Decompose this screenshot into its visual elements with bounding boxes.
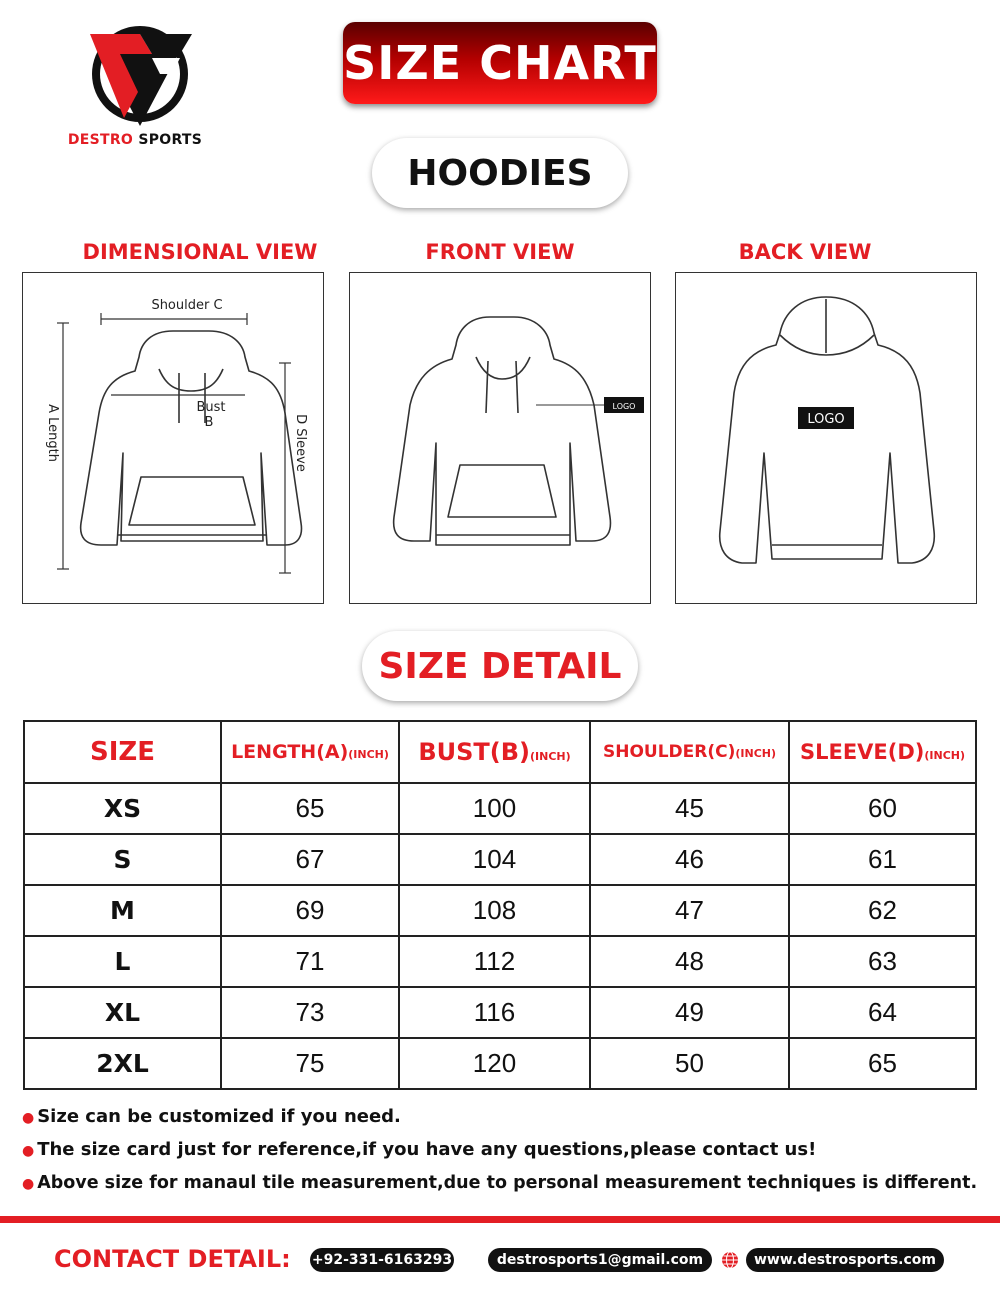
table-row: [24, 1038, 976, 1089]
shoulder-cell: 50: [590, 1038, 789, 1089]
note-text: The size card just for reference,if you have any questions,please contact us!: [37, 1139, 817, 1160]
sleeve-cell: 62: [789, 885, 976, 936]
column-header-unit: (INCH): [530, 750, 571, 763]
hoodie-dimensional-drawing: [23, 273, 323, 603]
column-header-length: [221, 721, 399, 783]
length-cell: 67: [221, 834, 399, 885]
table-row: [24, 885, 976, 936]
back-view-panel: [675, 272, 977, 604]
bust-cell: 100: [399, 783, 590, 834]
shoulder-cell: 47: [590, 885, 789, 936]
page-title: SIZE CHART: [343, 22, 657, 104]
dimensional-view-panel: [22, 272, 324, 604]
column-header-shoulder: [590, 721, 789, 783]
email-address[interactable]: destrosports1@gmail.com: [488, 1248, 712, 1272]
size-table: [23, 720, 977, 1090]
column-header-label: BUST(B): [418, 738, 531, 766]
destro-logo-icon: [80, 14, 200, 134]
note-item: [22, 1170, 982, 1203]
bust-cell: 108: [399, 885, 590, 936]
note-item: [22, 1104, 982, 1137]
size-cell: L: [24, 936, 221, 987]
shoulder-cell: 49: [590, 987, 789, 1038]
column-header-label: SLEEVE(D): [799, 740, 925, 764]
size-cell: XL: [24, 987, 221, 1038]
front-view-panel: [349, 272, 651, 604]
bust-cell: 120: [399, 1038, 590, 1089]
table-row: [24, 987, 976, 1038]
hoodie-back-drawing: [676, 273, 976, 603]
globe-icon: [721, 1251, 739, 1269]
column-header-bust: [399, 721, 590, 783]
brand-logo: [80, 14, 200, 134]
column-header-label: LENGTH(A): [231, 741, 349, 763]
footer-divider: [0, 1216, 1000, 1223]
size-detail-heading: SIZE DETAIL: [362, 631, 638, 701]
size-cell: 2XL: [24, 1038, 221, 1089]
contact-label: CONTACT DETAIL:: [54, 1245, 291, 1273]
dimensional-view-heading: DIMENSIONAL VIEW: [82, 240, 318, 264]
length-cell: 65: [221, 783, 399, 834]
size-cell: S: [24, 834, 221, 885]
product-title: HOODIES: [372, 138, 628, 208]
hoodie-front-drawing: [350, 273, 650, 603]
bust-letter-label: B: [204, 415, 214, 430]
shoulder-cell: 48: [590, 936, 789, 987]
length-label: A Length: [45, 404, 60, 462]
note-text: Above size for manaul tile measurement,due to personal measurement techniques is different.: [37, 1173, 978, 1193]
brand-name-part2: SPORTS: [133, 132, 203, 148]
note-item: [22, 1137, 982, 1170]
brand-name-part1: DESTRO: [67, 132, 134, 148]
sleeve-cell: 61: [789, 834, 976, 885]
column-header-sleeve: [789, 721, 976, 783]
sleeve-cell: 63: [789, 936, 976, 987]
column-header-label: SHOULDER(C): [602, 742, 736, 762]
bust-cell: 104: [399, 834, 590, 885]
length-cell: 71: [221, 936, 399, 987]
bullet-icon: ●: [22, 1143, 35, 1159]
size-cell: M: [24, 885, 221, 936]
note-text: Size can be customized if you need.: [37, 1106, 401, 1127]
column-header-unit: (INCH): [735, 747, 777, 760]
front-logo-tag: LOGO: [612, 402, 636, 411]
shoulder-cell: 46: [590, 834, 789, 885]
notes-list: [22, 1104, 982, 1203]
bust-cell: 112: [399, 936, 590, 987]
shoulder-label: Shoulder C: [151, 298, 223, 313]
sleeve-cell: 64: [789, 987, 976, 1038]
bust-cell: 116: [399, 987, 590, 1038]
length-cell: 75: [221, 1038, 399, 1089]
website-link[interactable]: www.destrosports.com: [746, 1248, 944, 1272]
brand-name: [60, 132, 210, 148]
sleeve-label: D Sleeve: [293, 414, 308, 472]
sleeve-cell: 60: [789, 783, 976, 834]
table-row: [24, 783, 976, 834]
table-row: [24, 936, 976, 987]
column-header-size: [24, 721, 221, 783]
length-cell: 69: [221, 885, 399, 936]
length-cell: 73: [221, 987, 399, 1038]
column-header-unit: (INCH): [348, 748, 389, 761]
front-view-heading: FRONT VIEW: [425, 240, 575, 264]
bust-label: Bust: [196, 400, 226, 415]
table-header-row: [24, 721, 976, 783]
size-cell: XS: [24, 783, 221, 834]
back-view-heading: BACK VIEW: [738, 240, 872, 264]
sleeve-cell: 65: [789, 1038, 976, 1089]
shoulder-cell: 45: [590, 783, 789, 834]
back-logo-tag: LOGO: [807, 412, 845, 427]
column-header-unit: (INCH): [924, 749, 966, 762]
table-row: [24, 834, 976, 885]
bullet-icon: ●: [22, 1176, 35, 1192]
phone-number[interactable]: +92-331-6163293: [310, 1248, 454, 1272]
bullet-icon: ●: [22, 1110, 35, 1126]
column-header-label: SIZE: [89, 737, 155, 767]
